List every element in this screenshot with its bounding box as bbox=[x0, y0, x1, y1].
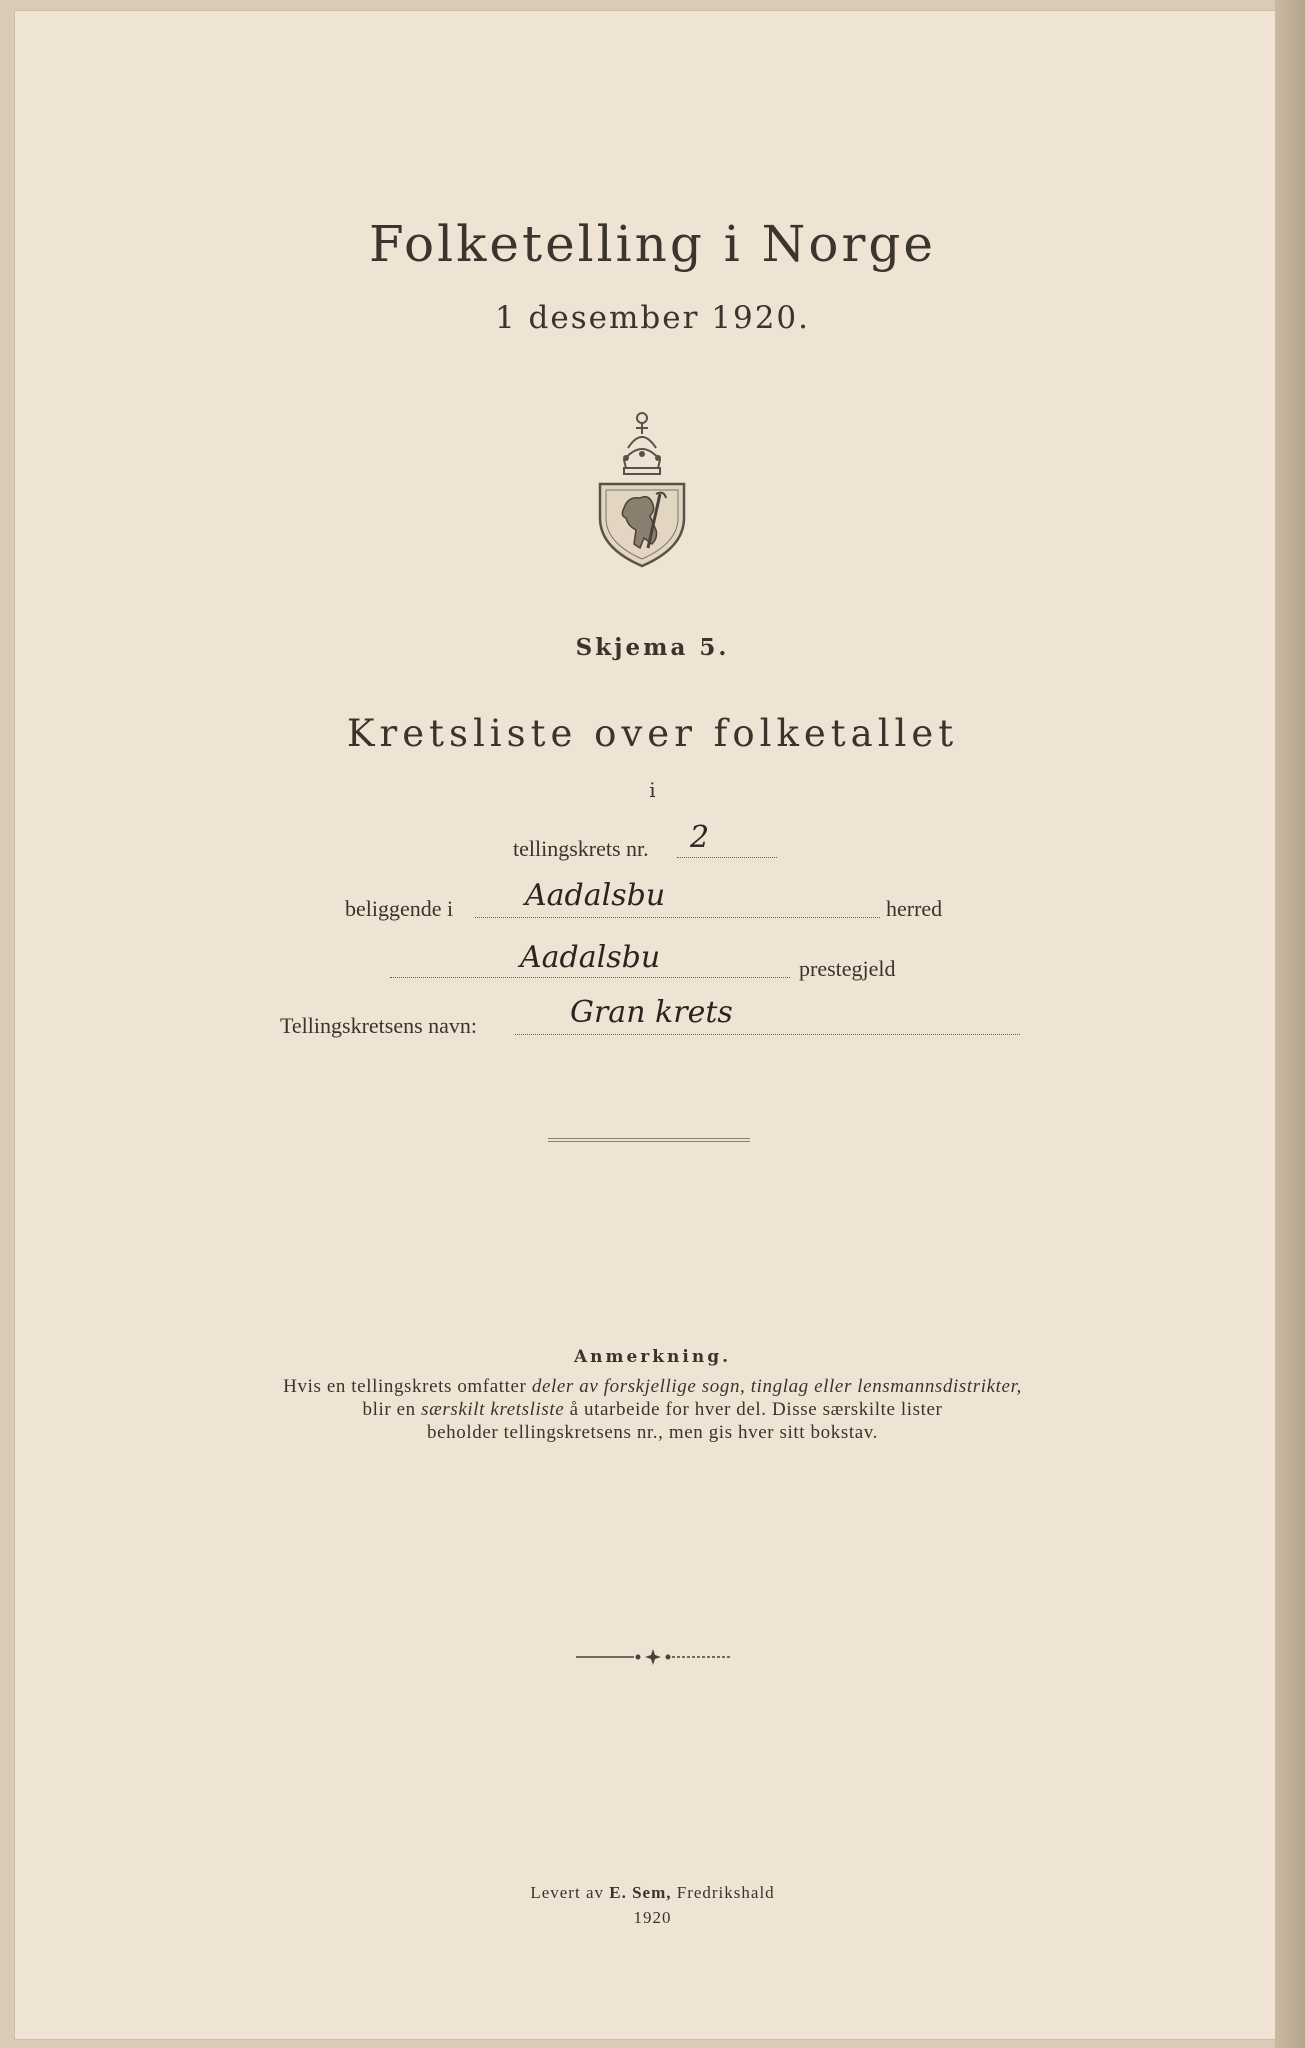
note-line-2-text-b: å utarbeide for hver del. Disse særskilte lister bbox=[564, 1399, 943, 1420]
connector-word: i bbox=[649, 778, 656, 802]
krets-value[interactable]: 2 bbox=[690, 820, 710, 855]
printer-prefix: Levert av bbox=[530, 1883, 610, 1902]
herred-dotted-line bbox=[475, 917, 880, 918]
note-line-2-italic: særskilt kretsliste bbox=[421, 1399, 565, 1420]
note-line-1-italic: deler av forskjellige sogn, tinglag eller lensmannsdistrikter, bbox=[531, 1376, 1022, 1397]
prestegjeld-label: prestegjeld bbox=[799, 956, 896, 981]
prestegjeld-dotted-line bbox=[390, 977, 790, 978]
note-line-1 bbox=[0, 1376, 1305, 1398]
krets-dotted-line bbox=[677, 857, 777, 858]
navn-dotted-line bbox=[515, 1034, 1020, 1035]
document-title: Folketelling i Norge bbox=[369, 215, 936, 273]
census-date: 1 desember 1920. bbox=[494, 300, 811, 336]
norwegian-coat-of-arms-icon bbox=[594, 398, 690, 568]
herred-label: herred bbox=[886, 896, 943, 921]
note-line-2-text-a: blir en bbox=[362, 1399, 422, 1420]
navn-label: Tellingskretsens navn: bbox=[280, 1013, 478, 1038]
prestegjeld-value[interactable]: Aadalsbu bbox=[520, 940, 661, 975]
form-heading: Kretsliste over folketallet bbox=[346, 712, 959, 755]
note-line-2 bbox=[0, 1399, 1305, 1421]
krets-label: tellingskrets nr. bbox=[513, 836, 649, 861]
printer-credit bbox=[0, 1883, 1305, 1903]
herred-value[interactable]: Aadalsbu bbox=[525, 878, 666, 913]
ornament-divider-icon bbox=[574, 1646, 732, 1668]
note-line-1-text: Hvis en tellingskrets omfatter bbox=[283, 1376, 532, 1397]
schema-number: Skjema 5. bbox=[575, 634, 730, 661]
beliggende-label: beliggende i bbox=[345, 896, 454, 921]
section-divider bbox=[548, 1138, 750, 1142]
printer-name: E. Sem, bbox=[609, 1883, 672, 1902]
note-heading: Anmerkning. bbox=[573, 1347, 732, 1367]
note-line-3: beholder tellingskretsens nr., men gis hver sitt bokstav. bbox=[427, 1422, 878, 1443]
printer-city: Fredrikshald bbox=[671, 1883, 775, 1902]
navn-value[interactable]: Gran krets bbox=[570, 995, 733, 1030]
printer-year: 1920 bbox=[633, 1908, 672, 1927]
